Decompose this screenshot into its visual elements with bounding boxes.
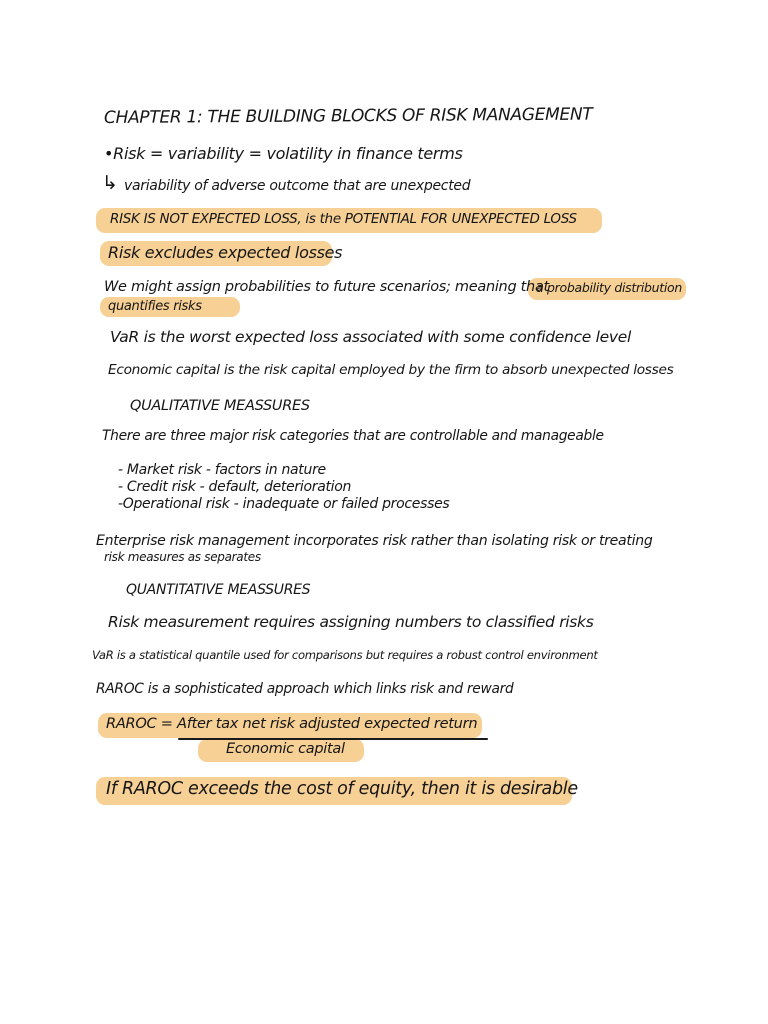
note-risk-measurement: Risk measurement requires assigning numbers to classified risks xyxy=(108,613,594,631)
note-var: VaR is the worst expected loss associated with some confidence level xyxy=(110,328,631,346)
raroc-fraction-bar xyxy=(178,738,488,740)
note-adverse-arrow: ↳ xyxy=(102,172,118,194)
note-raroc-approach: RAROC is a sophisticated approach which links risk and reward xyxy=(96,681,514,697)
quantitative-heading: QUANTITATIVE MEASSURES xyxy=(126,582,311,598)
note-three-categories: There are three major risk categories that are controllable and manageable xyxy=(102,428,604,444)
note-economic-capital: Economic capital is the risk capital employed by the firm to absorb unexpected losses xyxy=(108,362,674,378)
note-raroc-desirable: If RAROC exceeds the cost of equity, then it is desirable xyxy=(106,779,578,799)
note-not-expected-loss: RISK IS NOT EXPECTED LOSS, is the POTENTIAL FOR UNEXPECTED LOSS xyxy=(110,211,577,227)
list-item-credit-risk: - Credit risk - default, deterioration xyxy=(118,479,352,495)
raroc-formula-denominator: Economic capital xyxy=(226,741,345,757)
list-item-market-risk: - Market risk - factors in nature xyxy=(118,462,326,478)
note-probabilities: We might assign probabilities to future scenarios; meaning that xyxy=(104,279,549,295)
note-adverse: variability of adverse outcome that are unexpected xyxy=(124,178,471,194)
note-quantifies-risks: quantifies risks xyxy=(108,299,202,314)
raroc-formula-numerator: RAROC = After tax net risk adjusted expected return xyxy=(106,715,478,732)
qualitative-heading: QUALITATIVE MEASSURES xyxy=(130,398,310,414)
note-enterprise-risk: Enterprise risk management incorporates risk rather than isolating risk or treating xyxy=(96,533,653,549)
list-item-operational-risk: -Operational risk - inadequate or failed processes xyxy=(118,496,450,512)
note-probability-distribution: a probability distribution xyxy=(536,280,683,295)
note-enterprise-risk-cont: risk measures as separates xyxy=(104,550,261,564)
note-var-quantile: VaR is a statistical quantile used for comparisons but requires a robust control environment xyxy=(92,648,598,662)
note-risk-definition: •Risk = variability = volatility in finance terms xyxy=(104,144,463,163)
chapter-title: CHAPTER 1: THE BUILDING BLOCKS OF RISK MANAGEMENT xyxy=(103,104,593,128)
note-excludes-expected: Risk excludes expected losses xyxy=(108,243,343,262)
